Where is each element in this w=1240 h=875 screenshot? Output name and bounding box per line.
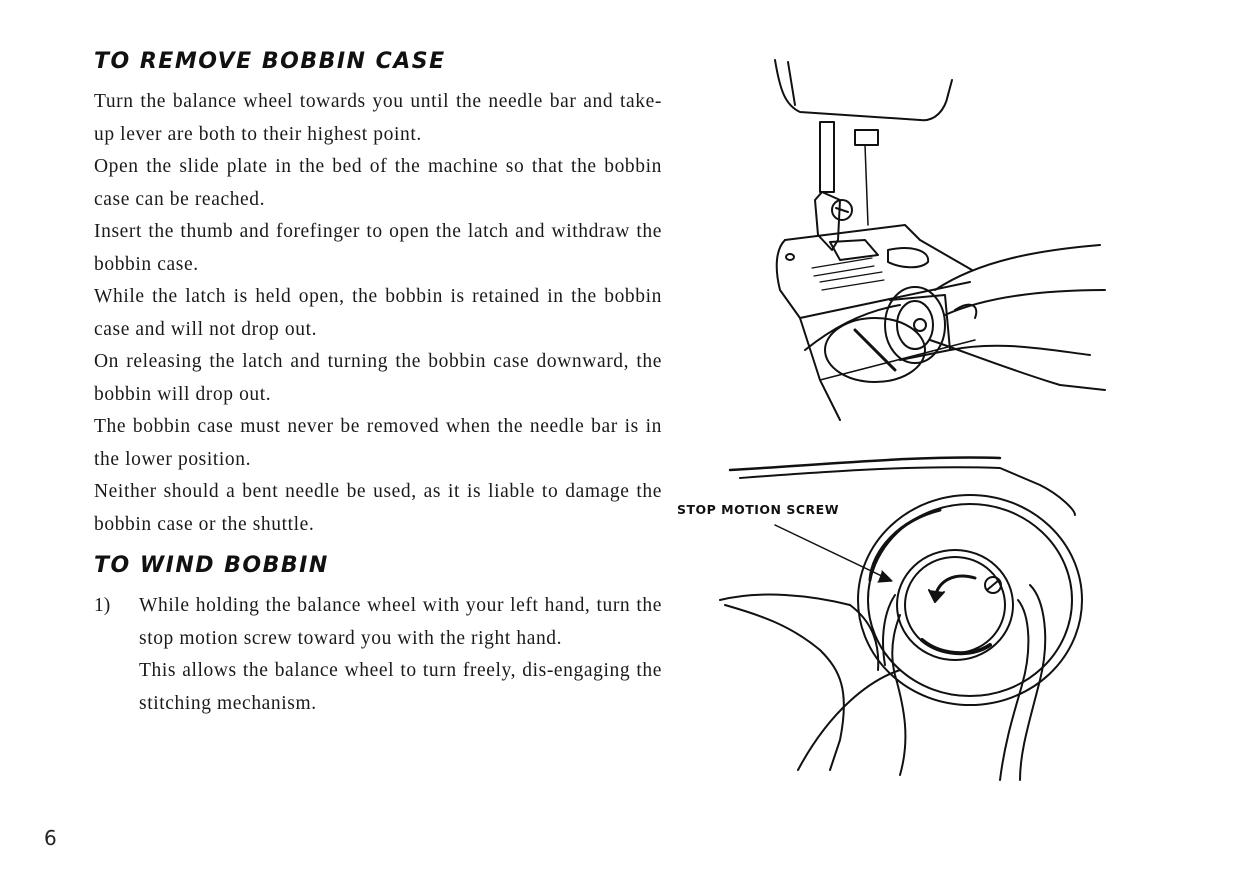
heading-remove-bobbin-case: TO REMOVE BOBBIN CASE bbox=[94, 49, 446, 74]
paragraph: On releasing the latch and turning the bobbin case downward, the bobbin will drop out. bbox=[94, 351, 662, 405]
paragraph: Neither should a bent needle be used, as it is liable to damage the bobbin case or the shuttle. bbox=[94, 481, 662, 535]
paragraph: While the latch is held open, the bobbin is retained in the bobbin case and will not drop out. bbox=[94, 286, 662, 340]
paragraph: The bobbin case must never be removed when the needle bar is in the lower position. bbox=[94, 416, 662, 470]
paragraph: Insert the thumb and forefinger to open the latch and withdraw the bobbin case. bbox=[94, 221, 662, 275]
list-item-text: While holding the balance wheel with your left hand, turn the stop motion screw toward you with the right hand. bbox=[139, 595, 662, 649]
stop-motion-screw-callout: STOP MOTION SCREW bbox=[677, 502, 839, 517]
remove-bobbin-instructions bbox=[94, 86, 662, 541]
list-item-number: 1) bbox=[94, 595, 111, 616]
paragraph: Turn the balance wheel towards you until the needle bar and take-up lever are both to their highest point. bbox=[94, 91, 662, 145]
balance-wheel-illustration bbox=[700, 440, 1120, 790]
heading-wind-bobbin: TO WIND BOBBIN bbox=[94, 553, 329, 578]
page-number: 6 bbox=[44, 826, 57, 850]
paragraph: Open the slide plate in the bed of the machine so that the bobbin case can be reached. bbox=[94, 156, 662, 210]
list-item-text: This allows the balance wheel to turn freely, dis-engaging the stitching mechanism. bbox=[139, 660, 662, 714]
sewing-machine-bobbin-illustration bbox=[760, 50, 1130, 430]
list-item-body bbox=[139, 590, 662, 720]
